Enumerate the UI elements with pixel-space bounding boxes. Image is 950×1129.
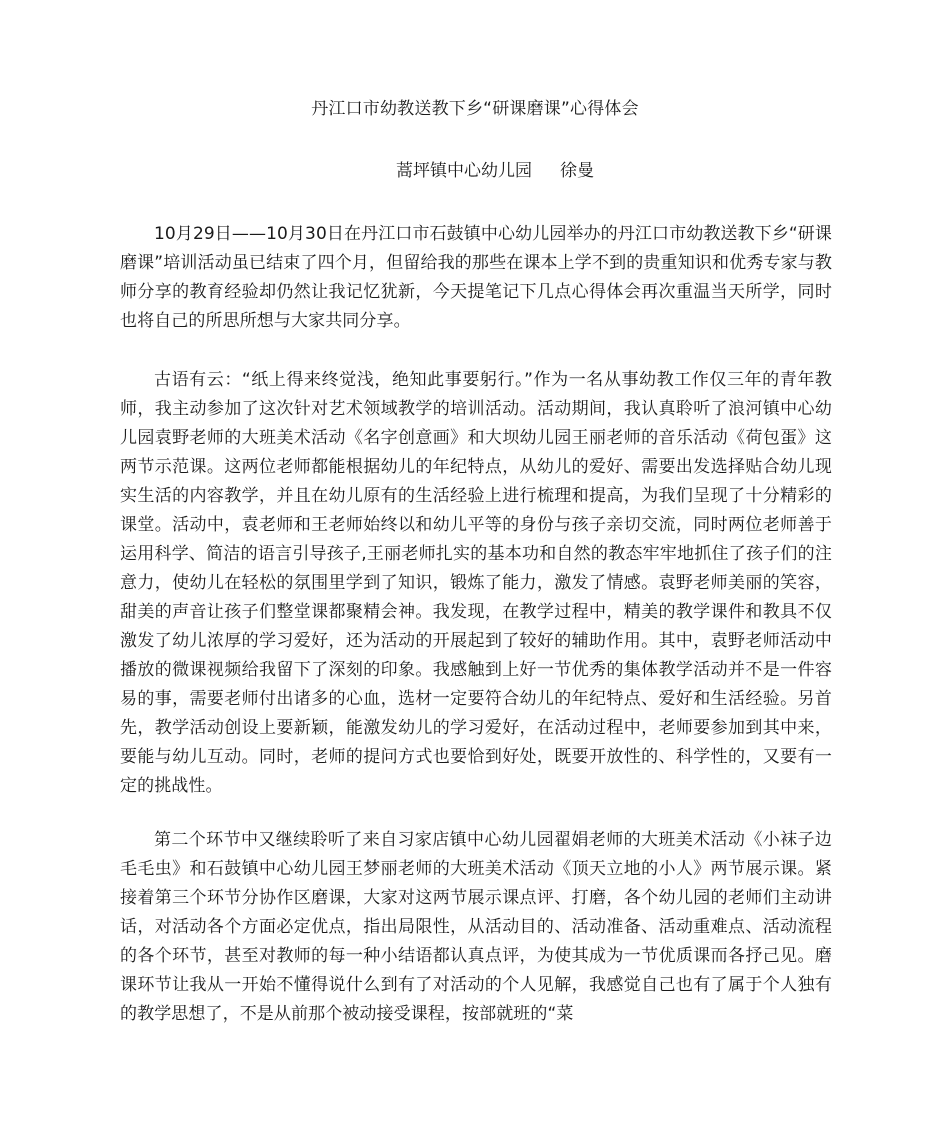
author-organization: 蒿坪镇中心幼儿园 bbox=[396, 161, 532, 181]
author-line bbox=[0, 158, 950, 184]
document-title: 丹江口市幼教送教下乡“研课磨课”心得体会 bbox=[311, 99, 639, 119]
paragraph-lesson-polishing: 第二个环节中又继续聆听了来自习家店镇中心幼儿园翟娟老师的大班美术活动《小袜子边毛毛虫》和石鼓镇中心幼儿园王梦丽老师的大班美术活动《顶天立地的小人》两节展示课。紧接着第三个环节分协作区磨课，大家对这两节展示课点评、打磨，各个幼儿园的老师们主动讲话，对活动各个方面必定优点，指出局限性，从活动目的、活动准备、活动重难点、活动流程的各个环节，甚至对教师的每一种小结语都认真点评，为使其成为一节优质课而各抒己见。磨课环节让我从一开始不懂得说什么到有了对活动的个人见解，我感觉自己也有了属于个人独有的教学思想了，不是从前那个被动接受课程，按部就班的“菜 bbox=[120, 830, 832, 1024]
paragraph-demonstration-classes: 古语有云：“纸上得来终觉浅，绝知此事要躬行。”作为一名从事幼教工作仅三年的青年教师，我主动参加了这次针对艺术领域教学的培训活动。活动期间，我认真聆听了浪河镇中心幼儿园袁野老师的大班美术活动《名字创意画》和大坝幼儿园王丽老师的音乐活动《荷包蛋》这两节示范课。这两位老师都能根据幼儿的年纪特点，从幼儿的爱好、需要出发选择贴合幼儿现实生活的内容教学，并且在幼儿原有的生活经验上进行梳理和提高，为我们呈现了十分精彩的课堂。活动中，袁老师和王老师始终以和幼儿平等的身份与孩子亲切交流，同时两位老师善于运用科学、简洁的语言引导孩子,王丽老师扎实的基本功和自然的教态牢牢地抓住了孩子们的注意力，使幼儿在轻松的氛围里学到了知识，锻炼了能力，激发了情感。袁野老师美丽的笑容，甜美的声音让孩子们整堂课都聚精会神。我发现，在教学过程中，精美的教学课件和教具不仅激发了幼儿浓厚的学习爱好，还为活动的开展起到了较好的辅助作用。其中，袁野老师活动中播放的微课视频给我留下了深刻的印象。我感触到上好一节优秀的集体教学活动并不是一件容易的事，需要老师付出诸多的心血，选材一定要符合幼儿的年纪特点、爱好和生活经验。另首先，教学活动创设上要新颖，能激发幼儿的学习爱好，在活动过程中，老师要参加到其中来，要能与幼儿互动。同时，老师的提问方式也要恰到好处，既要开放性的、科学性的，又要有一定的挑战性。 bbox=[120, 370, 832, 796]
paragraph-intro: 10月29日——10月30日在丹江口市石鼓镇中心幼儿园举办的丹江口市幼教送教下乡“研课磨课”培训活动虽已结束了四个月，但留给我的那些在课本上学不到的贵重知识和优秀专家与教师分享的教育经验却仍然让我记忆犹新，今天提笔记下几点心得体会再次重温当天所学，同时也将自己的所思所想与大家共同分享。 bbox=[120, 224, 832, 331]
author-name: 徐曼 bbox=[560, 161, 594, 181]
